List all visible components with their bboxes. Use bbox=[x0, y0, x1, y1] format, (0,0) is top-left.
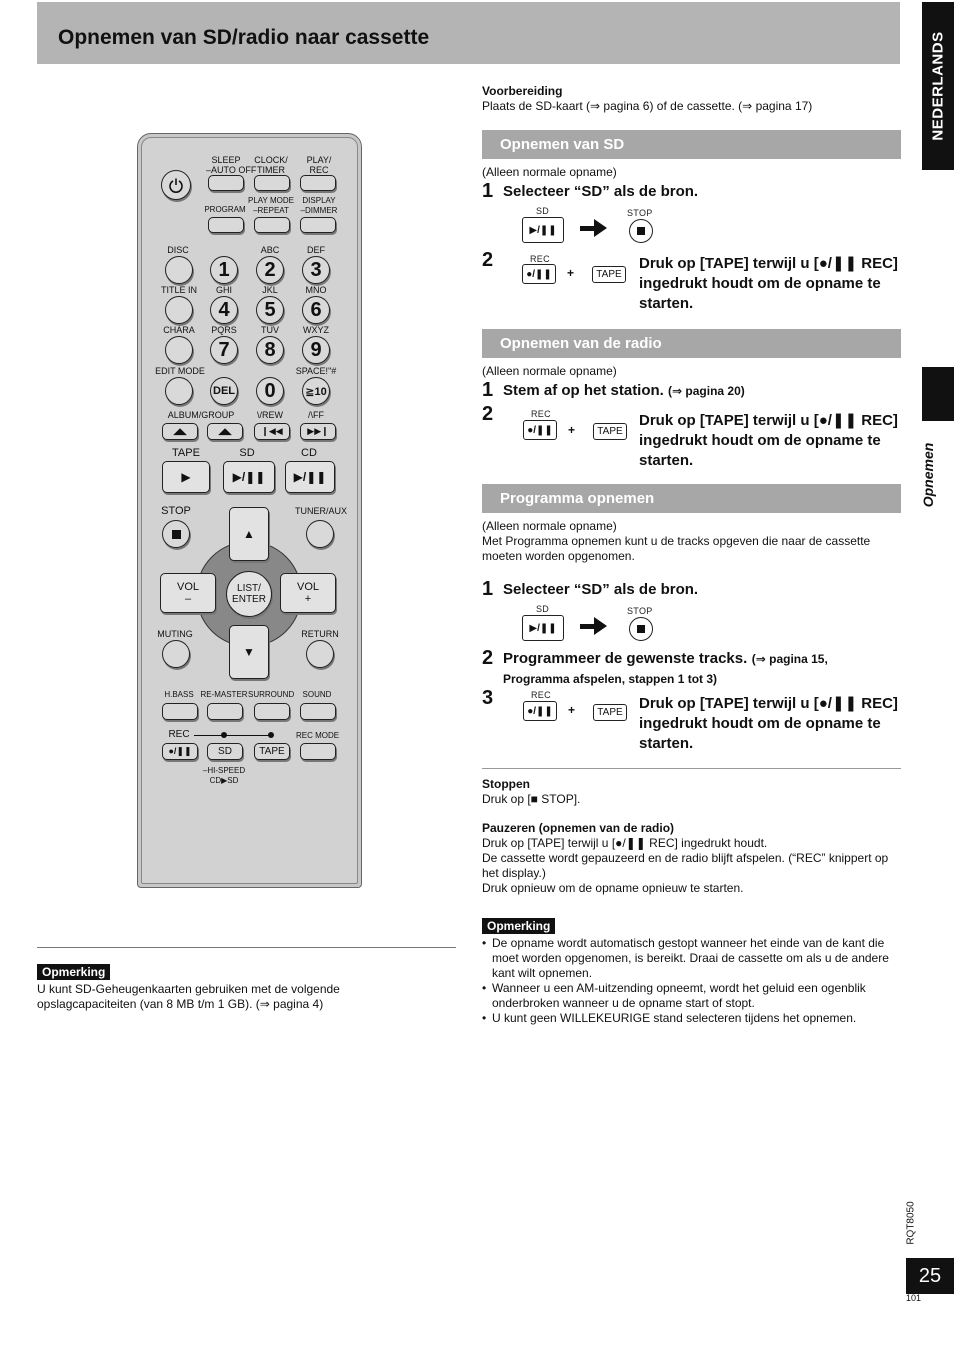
section-side-label bbox=[914, 430, 942, 520]
label-surround: SURROUND bbox=[248, 690, 295, 699]
skip-forward-icon: ▶▶❙ bbox=[307, 426, 329, 436]
mini-sd-label: SD bbox=[536, 604, 550, 614]
up-button[interactable] bbox=[229, 507, 269, 561]
title-in-button[interactable] bbox=[165, 296, 193, 324]
label-play-rec: PLAY/ REC bbox=[306, 155, 332, 175]
prep-text: Plaats de SD-kaart (⇒ pagina 6) of de cassette. (⇒ pagina 17) bbox=[482, 99, 813, 113]
play-rec-button[interactable] bbox=[300, 175, 336, 191]
radio-step-1-number: 1 bbox=[482, 379, 494, 401]
program-step-1-text: Selecteer “SD” als de bron. bbox=[503, 581, 699, 598]
note-tag-right: Opmerking bbox=[482, 918, 555, 934]
rec-combo-dot bbox=[221, 732, 227, 738]
digit-3-button[interactable]: 3 bbox=[302, 256, 330, 284]
up-arrow-icon: ▲ bbox=[243, 527, 255, 541]
arrow-right-icon bbox=[594, 617, 607, 635]
fast-forward-button[interactable] bbox=[300, 423, 336, 440]
digit-6-button[interactable]: 6 bbox=[302, 296, 330, 324]
label-stop: STOP bbox=[161, 505, 191, 517]
program-step-3-number: 3 bbox=[482, 687, 494, 709]
pause-text: Druk op [TAPE] terwijl u [●/❚❚ REC] ingedrukt houdt. De cassette wordt gepauzeerd en de radio blijft afspelen. (“REC” knippert op het display.) Druk opnieuw om de opname opnieuw te starten. bbox=[482, 836, 889, 895]
album-down-button[interactable] bbox=[162, 423, 198, 440]
label-return: RETURN bbox=[301, 629, 339, 639]
clock-timer-button[interactable] bbox=[254, 175, 290, 191]
play-icon: ▶ bbox=[181, 470, 191, 484]
radio-step-1-text: Stem af op het station. (⇒ pagina 20) bbox=[503, 382, 745, 399]
label-clock: CLOCK/ TIMER bbox=[254, 155, 288, 175]
label-edit-mode: EDIT MODE bbox=[155, 366, 205, 376]
sd-button[interactable]: SD bbox=[207, 743, 243, 760]
right-divider bbox=[482, 768, 901, 769]
arrow-shaft bbox=[580, 624, 594, 629]
delete-button[interactable]: DEL bbox=[210, 377, 238, 405]
arrow-shaft bbox=[580, 226, 594, 231]
tuner-aux-button[interactable] bbox=[306, 520, 334, 548]
down-arrow-icon: ▼ bbox=[243, 645, 255, 659]
label-h-bass: H.BASS bbox=[164, 690, 194, 699]
label-play-mode: PLAY MODE –REPEAT bbox=[248, 196, 294, 215]
sd-play-pause-button[interactable]: ▶/❚❚ bbox=[223, 461, 275, 493]
muting-button[interactable] bbox=[162, 640, 190, 668]
mini-stop-button bbox=[629, 219, 653, 243]
mini-rec-button: ●/❚❚ bbox=[523, 701, 557, 721]
arrow-right-icon bbox=[594, 219, 607, 237]
chara-button[interactable] bbox=[165, 336, 193, 364]
album-up-icon: ◢◣ bbox=[218, 426, 232, 436]
label-rec-mode: REC MODE bbox=[296, 731, 340, 740]
return-button[interactable] bbox=[306, 640, 334, 668]
stop-icon bbox=[637, 227, 645, 235]
note-item: • De opname wordt automatisch gestopt wanneer het einde van de kant die moet worden opgenomen, is bereikt. Draai de cassette om als u de andere kant wilt opnemen. bbox=[482, 936, 889, 980]
radio-step-2-text: Druk op [TAPE] terwijl u [●/❚❚ REC] ingedrukt houdt om de opname te starten. bbox=[639, 412, 898, 469]
label-cd: CD bbox=[301, 447, 317, 459]
power-icon bbox=[168, 177, 184, 193]
section-header-radio: Opnemen van de radio bbox=[482, 329, 901, 358]
volume-down-button[interactable]: VOL – bbox=[160, 573, 216, 613]
digit-5-button[interactable]: 5 bbox=[256, 296, 284, 324]
label-title-in: TITLE IN bbox=[160, 285, 197, 295]
sd-step-1-number: 1 bbox=[482, 180, 494, 202]
label-ghi: GHI bbox=[215, 285, 232, 295]
stop-icon bbox=[172, 530, 181, 539]
label-sleep: SLEEP –AUTO OFF bbox=[206, 155, 257, 175]
stop-text: Druk op [■ STOP]. bbox=[482, 792, 581, 806]
label-space: SPACE!"# bbox=[295, 366, 337, 376]
label-disc: DISC bbox=[167, 245, 189, 255]
mini-stop-button bbox=[629, 617, 653, 641]
left-divider bbox=[37, 947, 456, 948]
edit-mode-button[interactable] bbox=[165, 377, 193, 405]
section-side-label-text: Opnemen bbox=[920, 442, 936, 508]
sub-page-number: 101 bbox=[906, 1293, 922, 1303]
sleep-button[interactable] bbox=[208, 175, 244, 191]
label-abc: ABC bbox=[260, 245, 280, 255]
label-jkl: JKL bbox=[262, 285, 278, 295]
down-button[interactable] bbox=[229, 625, 269, 679]
label-rew: \/REW bbox=[257, 410, 283, 420]
re-master-button[interactable] bbox=[207, 703, 243, 720]
program-step-2-number: 2 bbox=[482, 647, 494, 669]
section-header-program: Programma opnemen bbox=[482, 484, 901, 513]
mini-stop-label: STOP bbox=[627, 606, 653, 616]
note-item: • Wanneer u een AM-uitzending opneemt, wordt het geluid een ogenblik onderbroken wanneer u de opname start of stopt. bbox=[482, 981, 866, 1010]
note-right-list bbox=[482, 936, 902, 1026]
title-bar bbox=[37, 2, 900, 64]
page-number: 25 bbox=[906, 1258, 954, 1294]
mini-rec-label: REC bbox=[530, 254, 550, 264]
digit-0-button[interactable]: 0 bbox=[256, 377, 284, 405]
mini-rec-button: ●/❚❚ bbox=[523, 420, 557, 440]
label-tape: TAPE bbox=[172, 447, 200, 459]
list-enter-button[interactable]: LIST/ ENTER bbox=[226, 571, 272, 617]
disc-button[interactable] bbox=[165, 256, 193, 284]
plus-sign: + bbox=[568, 703, 576, 717]
mini-tape-button: TAPE bbox=[593, 704, 627, 721]
digit-1-button[interactable]: 1 bbox=[210, 256, 238, 284]
plus-sign: + bbox=[567, 266, 575, 280]
label-ff: /\FF bbox=[308, 410, 324, 420]
power-button[interactable] bbox=[161, 170, 191, 200]
language-label: NEDERLANDS bbox=[929, 31, 947, 141]
mini-rec-button: ●/❚❚ bbox=[522, 264, 556, 284]
album-up-button[interactable] bbox=[207, 423, 243, 440]
digit-9-button[interactable]: 9 bbox=[302, 336, 330, 364]
note-item: • U kunt geen WILLEKEURIGE stand selecteren tijdens het opnemen. bbox=[482, 1011, 857, 1025]
volume-up-button[interactable]: VOL + bbox=[280, 573, 336, 613]
display-button[interactable] bbox=[300, 217, 336, 233]
mini-sd-play-pause-button: ▶/❚❚ bbox=[522, 217, 564, 243]
stop-button[interactable] bbox=[162, 520, 190, 548]
ten-plus-button[interactable]: ≧10 bbox=[302, 377, 330, 405]
stop-heading: Stoppen bbox=[482, 777, 530, 791]
digit-7-button[interactable]: 7 bbox=[210, 336, 238, 364]
mini-rec-label: REC bbox=[531, 690, 551, 700]
section-header-sd: Opnemen van SD bbox=[482, 130, 901, 159]
stop-icon bbox=[637, 625, 645, 633]
program-button[interactable] bbox=[208, 217, 244, 233]
sd-step-2-number: 2 bbox=[482, 249, 494, 271]
language-tab bbox=[922, 2, 954, 170]
pause-heading: Pauzeren (opnemen van de radio) bbox=[482, 821, 675, 835]
sd-step-1-text: Selecteer “SD” als de bron. bbox=[503, 183, 699, 200]
label-display: DISPLAY –DIMMER bbox=[300, 196, 338, 215]
rewind-button[interactable] bbox=[254, 423, 290, 440]
label-mno: MNO bbox=[305, 285, 327, 295]
note-tag-left: Opmerking bbox=[37, 964, 110, 980]
prep-heading: Voorbereiding bbox=[482, 84, 563, 98]
program-step-1-number: 1 bbox=[482, 578, 494, 600]
cd-play-pause-button[interactable]: ▶/❚❚ bbox=[285, 461, 335, 493]
surround-button[interactable] bbox=[254, 703, 290, 720]
label-tuner-aux: TUNER/AUX bbox=[294, 506, 347, 516]
label-sd: SD bbox=[239, 447, 255, 459]
label-program: PROGRAM bbox=[204, 205, 246, 214]
mini-rec-label: REC bbox=[531, 409, 551, 419]
page-title: Opnemen van SD/radio naar cassette bbox=[58, 26, 430, 49]
h-bass-button[interactable] bbox=[162, 703, 198, 720]
doc-code: RQT8050 bbox=[905, 1201, 917, 1245]
rec-combo-line bbox=[194, 735, 272, 736]
radio-note: (Alleen normale opname) bbox=[482, 364, 617, 378]
tape-button[interactable]: TAPE bbox=[254, 743, 290, 760]
label-tuv: TUV bbox=[261, 325, 279, 335]
label-hi-speed: –HI-SPEED CD▶SD bbox=[202, 766, 246, 785]
label-pqrs: PQRS bbox=[211, 325, 237, 335]
label-def: DEF bbox=[307, 245, 325, 255]
program-note: (Alleen normale opname) bbox=[482, 519, 617, 533]
plus-sign: + bbox=[568, 423, 576, 437]
label-album-group: ALBUM/GROUP bbox=[167, 410, 235, 420]
sound-button[interactable] bbox=[300, 703, 336, 720]
label-wxyz: WXYZ bbox=[303, 325, 329, 335]
label-chara: CHARA bbox=[163, 325, 195, 335]
digit-2-button[interactable]: 2 bbox=[256, 256, 284, 284]
mini-sd-label: SD bbox=[536, 206, 550, 216]
digit-8-button[interactable]: 8 bbox=[256, 336, 284, 364]
mini-tape-button: TAPE bbox=[592, 266, 626, 283]
album-down-icon: ◢◣ bbox=[173, 426, 187, 436]
rec-button[interactable]: ●/❚❚ bbox=[162, 743, 198, 760]
skip-back-icon: ❙◀◀ bbox=[261, 426, 283, 436]
mini-tape-button: TAPE bbox=[593, 423, 627, 440]
label-muting: MUTING bbox=[157, 629, 193, 639]
radio-step-2-number: 2 bbox=[482, 403, 494, 425]
sd-step-2-text: Druk op [TAPE] terwijl u [●/❚❚ REC] ingedrukt houdt om de opname te starten. bbox=[639, 255, 898, 312]
tape-play-button[interactable] bbox=[162, 461, 210, 493]
rec-mode-button[interactable] bbox=[300, 743, 336, 760]
note-left-text: U kunt SD-Geheugenkaarten gebruiken met de volgende opslagcapaciteiten (van 8 MB t/m 1 GB). (⇒ pagina 4) bbox=[37, 982, 340, 1011]
mini-sd-play-pause-button: ▶/❚❚ bbox=[522, 615, 564, 641]
program-step-2-text: Programmeer de gewenste tracks. (⇒ pagina 15, Programma afspelen, stappen 1 tot 3) bbox=[503, 650, 828, 686]
mini-stop-label: STOP bbox=[627, 208, 653, 218]
play-mode-button[interactable] bbox=[254, 217, 290, 233]
label-re-master: RE-MASTER bbox=[200, 690, 248, 699]
label-sound: SOUND bbox=[302, 690, 332, 699]
digit-4-button[interactable]: 4 bbox=[210, 296, 238, 324]
rec-combo-dot bbox=[268, 732, 274, 738]
sd-note: (Alleen normale opname) bbox=[482, 165, 617, 179]
label-rec: REC bbox=[168, 729, 190, 740]
program-step-3-text: Druk op [TAPE] terwijl u [●/❚❚ REC] ingedrukt houdt om de opname te starten. bbox=[639, 695, 898, 752]
section-tab-marker bbox=[922, 367, 954, 421]
program-description: Met Programma opnemen kunt u de tracks opgeven die naar de cassette moeten worden opgenomen. bbox=[482, 534, 871, 563]
